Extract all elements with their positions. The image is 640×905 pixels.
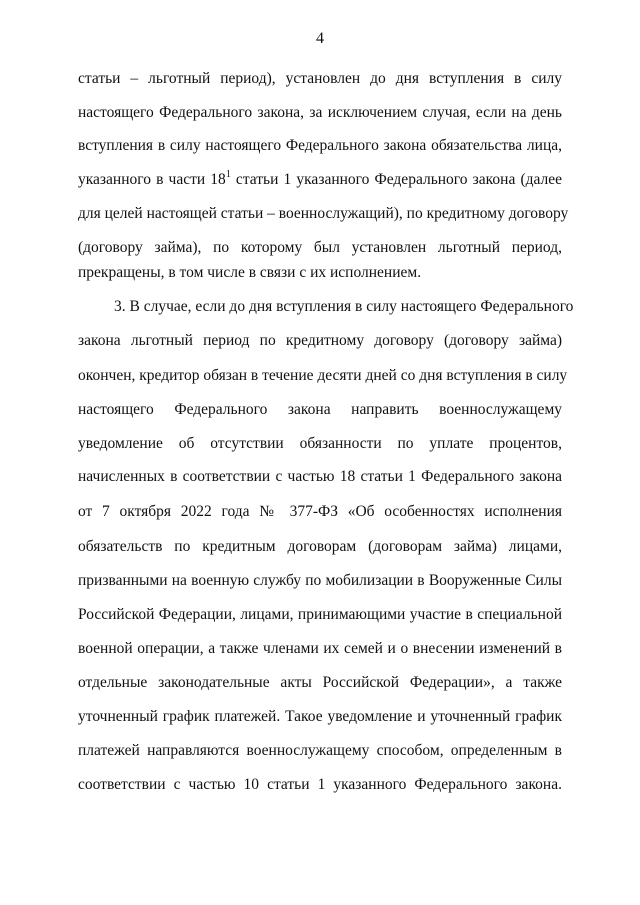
text-line: настоящего Федерального закона, за исключением случая, если на день [78, 104, 562, 121]
text-line: уточненный график платежей. Такое уведомление и уточненный график [78, 708, 562, 725]
text-line: от 7 октября 2022 года № 377-ФЗ «Об особенностях исполнения [78, 503, 562, 520]
text-line: военной операции, а также членами их семей и о внесении изменений в [78, 640, 562, 657]
text-fragment: указанного в части 18 [78, 171, 226, 188]
text-line: прекращены, в том числе в связи с их исполнением. [78, 264, 422, 281]
text-line-with-superscript [78, 170, 562, 190]
text-line: отдельные законодательные акты Российской Федерации», а также [78, 674, 562, 691]
superscript: 1 [225, 168, 231, 180]
text-line: платежей направляются военнослужащему способом, определенным в [78, 742, 562, 759]
paragraph-start-line: 3. В случае, если до дня вступления в силу настоящего Федерального [114, 298, 574, 315]
text-line: Российской Федерации, лицами, принимающими участие в специальной [78, 606, 562, 623]
text-line: статьи – льготный период), установлен до дня вступления в силу [78, 70, 562, 87]
text-line: для целей настоящей статьи – военнослужащий), по кредитному договору [78, 205, 569, 222]
text-line: окончен, кредитор обязан в течение десяти дней со дня вступления в силу [78, 367, 568, 384]
text-line: закона льготный период по кредитному договору (договору займа) [78, 332, 562, 349]
text-line: обязательств по кредитным договорам (договорам займа) лицами, [78, 538, 562, 555]
page-number: 4 [316, 30, 324, 47]
text-line: уведомление об отсутствии обязанности по уплате процентов, [78, 435, 562, 452]
text-line: вступления в силу настоящего Федерального закона обязательства лица, [78, 137, 562, 154]
text-line: призванными на военную службу по мобилизации в Вооруженные Силы [78, 572, 562, 589]
text-fragment: статьи 1 указанного Федерального закона (далее [230, 171, 563, 188]
text-line: настоящего Федерального закона направить военнослужащему [78, 401, 562, 418]
text-line: начисленных в соответствии с частью 18 статьи 1 Федерального закона [78, 468, 562, 485]
text-line: соответствии с частью 10 статьи 1 указанного Федерального закона. [78, 776, 562, 793]
text-line: (договору займа), по которому был установлен льготный период, [78, 239, 562, 256]
